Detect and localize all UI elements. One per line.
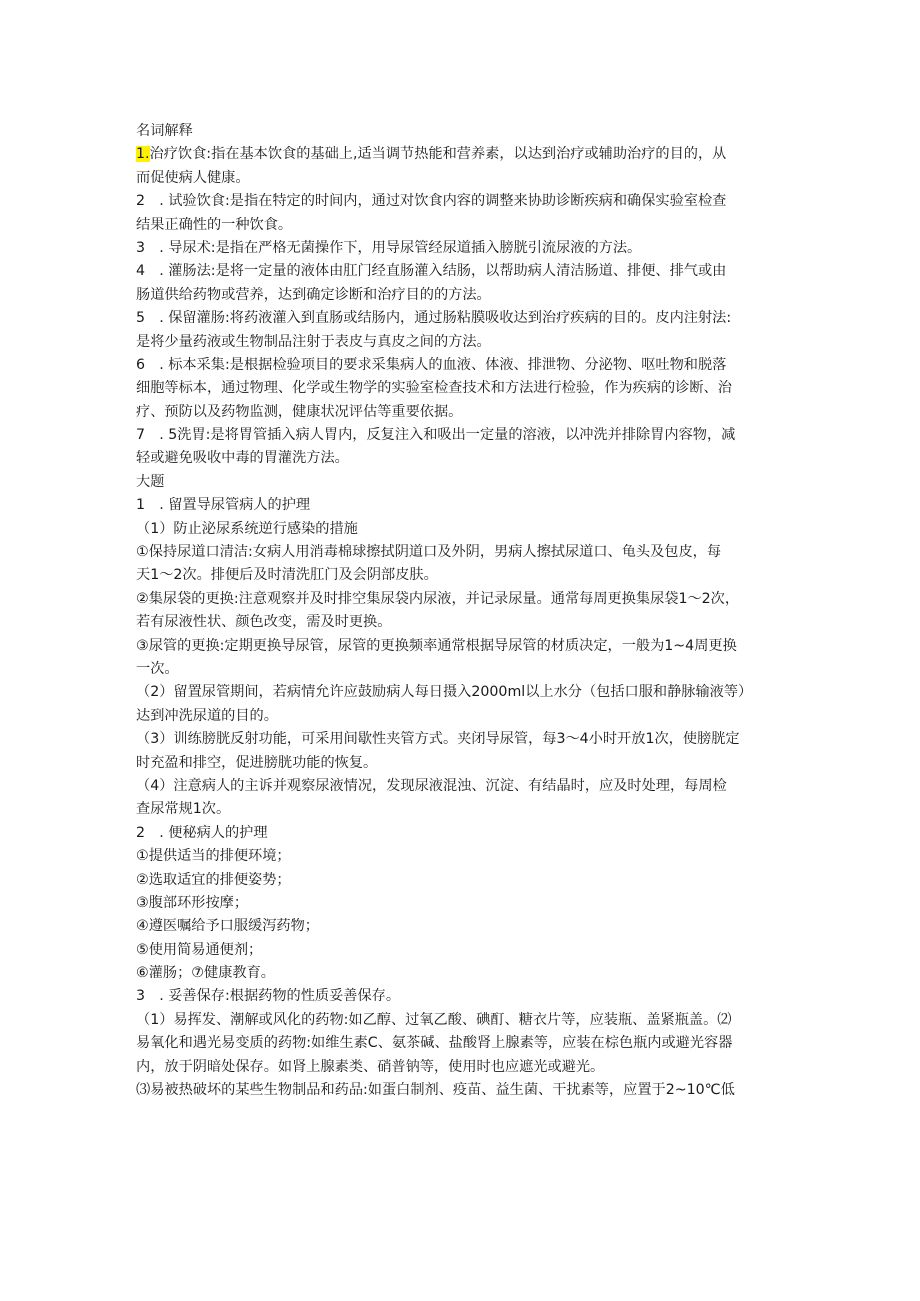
term-2-line-2: 结果正确性的一种饮食。 (136, 216, 293, 233)
question-1-item-3-line-2: 一次。 (136, 660, 179, 677)
highlight-number: 1. (136, 146, 150, 163)
section-heading-questions: 大题 (136, 473, 165, 490)
question-3-line-3: 内，放于阴暗处保存。如肾上腺素类、硝普钠等，使用时也应遮光或避光。 (136, 1058, 605, 1075)
question-2-item-4: ④遵医嘱给予口服缓泻药物； (136, 918, 319, 935)
term-7-line-2: 轻或避免吸收中毒的胃灌洗方法。 (136, 450, 349, 467)
question-1-sub-4-line-1: （4）注意病人的主诉并观察尿液情况，发现尿液混浊、沉淀、有结晶时，应及时处理，每周检 (136, 777, 727, 794)
term-2-line-1: 2 . 试验饮食:是指在特定的时间内，通过对饮食内容的调整来协助诊断疾病和确保实验室检查 (136, 193, 727, 210)
section-heading-terms: 名词解释 (136, 123, 193, 139)
document-page (136, 120, 788, 1102)
question-2-item-5: ⑤使用简易通便剂； (136, 941, 263, 958)
question-1-item-2-line-1: ②集尿袋的更换:注意观察并及时排空集尿袋内尿液，并记录尿量。通常每周更换集尿袋1～2次， (136, 590, 740, 607)
question-3-line-4: ⑶易被热破坏的某些生物制品和药品:如蛋白制剂、疫苗、益生菌、干扰素等，应置于2~10℃低 (136, 1082, 735, 1099)
question-1-sub-1: （1）防止泌尿系统逆行感染的措施 (136, 520, 358, 537)
term-1-text: 治疗饮食:指在基本饮食的基础上,适当调节热能和营养素，以达到治疗或辅助治疗的目的，从 (149, 146, 727, 163)
question-1-sub-2-line-2: 达到冲洗尿道的目的。 (136, 707, 278, 724)
question-2-item-3: ③腹部环形按摩； (136, 894, 249, 911)
question-2-item-1: ①提供适当的排便环境； (136, 848, 291, 865)
question-3-line-1: （1）易挥发、潮解或风化的药物:如乙醇、过氧乙酸、碘酊、糖衣片等，应装瓶、盖紧瓶盖。⑵ (136, 1011, 732, 1028)
question-1-title: 1 . 留置导尿管病人的护理 (136, 497, 311, 514)
term-4-line-1: 4 . 灌肠法:是将一定量的液体由肛门经直肠灌入结肠，以帮助病人清洁肠道、排便、排气或由 (136, 263, 727, 280)
question-1-item-3-line-1: ③尿管的更换:定期更换导尿管，尿管的更换频率通常根据导尿管的材质决定，一般为1~4周更换 (136, 637, 737, 654)
term-5-line-1: 5 . 保留灌肠:将药液灌入到直肠或结肠内，通过肠粘膜吸收达到治疗疾病的目的。皮内注射法: (136, 310, 732, 327)
term-1-line-1 (136, 143, 788, 166)
term-3-line-1: 3 . 导尿术:是指在严格无菌操作下，用导尿管经尿道插入膀胱引流尿液的方法。 (136, 239, 642, 256)
question-1-item-2-line-2: 若有尿液性状、颜色改变，需及时更换。 (136, 614, 392, 631)
term-6-line-3: 疗、预防以及药物监测，健康状况评估等重要依据。 (136, 403, 463, 420)
question-1-sub-4-line-2: 查尿常规1次。 (136, 801, 231, 818)
question-2-title: 2 . 便秘病人的护理 (136, 824, 268, 841)
term-1-line-2: 而促使病人健康。 (136, 169, 250, 186)
question-3-line-2: 易氧化和遇光易变质的药物:如维生素C、氨茶碱、盐酸肾上腺素等，应装在棕色瓶内或避光容器 (136, 1035, 733, 1052)
term-4-line-2: 肠道供给药物或营养，达到确定诊断和治疗目的的方法。 (136, 286, 491, 303)
term-5-line-2: 是将少量药液或生物制品注射于表皮与真皮之间的方法。 (136, 333, 491, 350)
question-2-item-2: ②选取适宜的排便姿势； (136, 871, 291, 888)
question-1-sub-2-line-1: （2）留置尿管期间，若病情允许应鼓励病人每日摄入2000ml以上水分（包括口服和静脉输液等） (136, 684, 753, 701)
question-3-title: 3 . 妥善保存:根据药物的性质妥善保存。 (136, 988, 401, 1005)
question-2-item-6: ⑥灌肠；⑦健康教育。 (136, 965, 275, 982)
term-6-line-1: 6 . 标本采集:是根据检验项目的要求采集病人的血液、体液、排泄物、分泌物、呕吐物和脱落 (136, 356, 727, 373)
question-1-item-1-line-1: ①保持尿道口清洁:女病人用消毒棉球擦拭阴道口及外阴，男病人擦拭尿道口、龟头及包皮，每 (136, 544, 722, 561)
question-1-item-1-line-2: 天1～2次。排便后及时清洗肛门及会阴部皮肤。 (136, 567, 438, 584)
term-6-line-2: 细胞等标本，通过物理、化学或生物学的实验室检查技术和方法进行检验，作为疾病的诊断、治 (136, 380, 732, 397)
question-1-sub-3-line-1: （3）训练膀胱反射功能，可采用间歇性夹管方式。夹闭导尿管，每3～4小时开放1次，使膀胱定 (136, 731, 740, 748)
term-7-line-1: 7 . 5洗胃:是将胃管插入病人胃内，反复注入和吸出一定量的溶液，以冲洗并排除胃内容物，减 (136, 427, 736, 444)
question-1-sub-3-line-2: 时充盈和排空，促进膀胱功能的恢复。 (136, 754, 378, 771)
